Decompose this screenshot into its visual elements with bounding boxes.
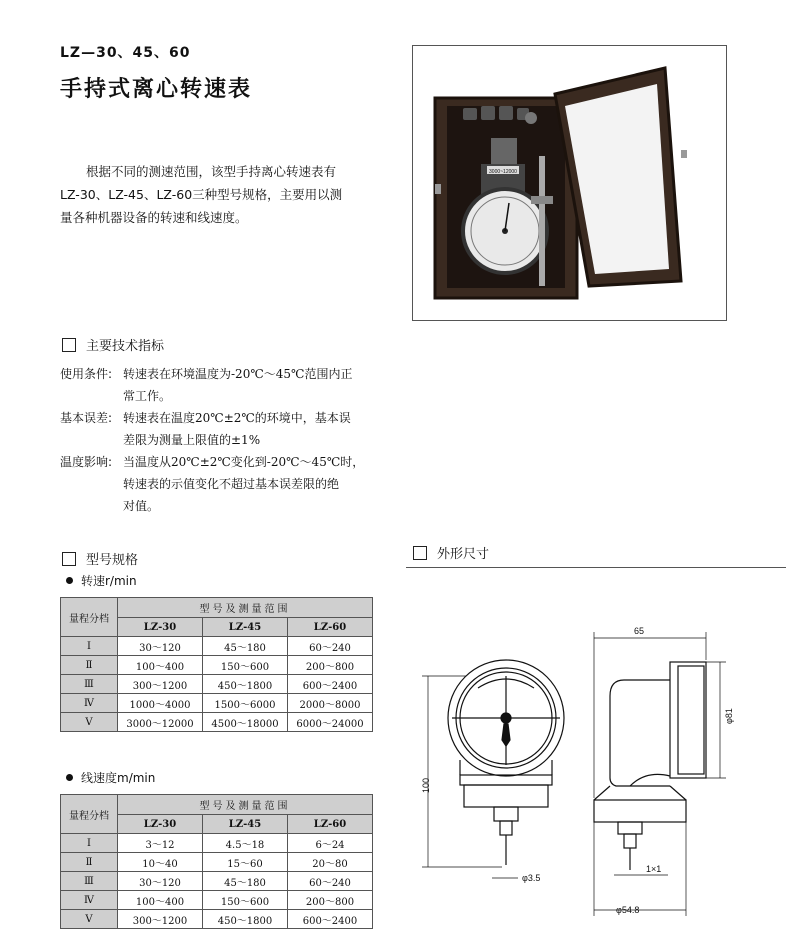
range-cell: Ⅴ (61, 910, 118, 929)
table-cell: 1500～6000 (203, 694, 288, 713)
table-cell: 20～80 (288, 853, 373, 872)
spec-line: 转速表在环境温度为-20℃～45℃范围内正 (123, 367, 353, 381)
table-cell: 450～1800 (203, 910, 288, 929)
table-cell: 200～800 (288, 656, 373, 675)
range-cell: Ⅲ (61, 675, 118, 694)
spec-item (60, 451, 390, 517)
speed-subheading (66, 572, 137, 589)
range-cell: Ⅰ (61, 637, 118, 656)
models-heading-label: 型号规格 (86, 553, 139, 568)
intro-paragraph (60, 160, 395, 229)
table-cell: 150～600 (203, 891, 288, 910)
table-cell: 1000～4000 (118, 694, 203, 713)
table-cell: 600～2400 (288, 675, 373, 694)
table-cell: 6000～24000 (288, 713, 373, 732)
table-cell: 60～240 (288, 637, 373, 656)
table-column-header: LZ-30 (118, 618, 203, 637)
spec-item (60, 407, 390, 451)
table-cell: 200～800 (288, 891, 373, 910)
table-column-header: LZ-45 (203, 618, 288, 637)
models-heading (62, 549, 138, 568)
range-cell: Ⅳ (61, 891, 118, 910)
spec-key: 基本误差: (60, 411, 113, 425)
dim-tip-size-label: 1×1 (646, 864, 662, 874)
linear-label: 线速度m/min (81, 771, 156, 785)
table-cell: 45～180 (203, 872, 288, 891)
table-column-header: LZ-30 (118, 815, 203, 834)
table-cell: 2000～8000 (288, 694, 373, 713)
table-corner-header: 量程分档 (61, 598, 118, 637)
table-cell: 150～600 (203, 656, 288, 675)
table-cell: 4.5～18 (203, 834, 288, 853)
page-title: 手持式离心转速表 (60, 77, 253, 102)
spec-line: 当温度从20℃±2℃变化到-20℃～45℃时， (123, 455, 365, 469)
specs-list (60, 363, 390, 517)
spec-line: 常工作。 (123, 389, 172, 403)
dim-height-label: 100 (421, 777, 431, 793)
table-row (61, 694, 373, 713)
table-row (61, 891, 373, 910)
dim-tip-diameter-label: φ3.5 (522, 873, 541, 883)
table-cell: 15～60 (203, 853, 288, 872)
intro-line: LZ-30、LZ-45、LZ-60三种型号规格，主要用以测 (60, 187, 343, 202)
dimension-drawing (406, 600, 786, 920)
table-group-header: 型号及测量范围 (118, 598, 373, 618)
table-cell: 45～180 (203, 637, 288, 656)
linear-table (60, 794, 373, 929)
dim-width-label: 65 (634, 626, 645, 636)
checkbox-icon (413, 546, 427, 560)
table-cell: 300～1200 (118, 910, 203, 929)
table-row (61, 713, 373, 732)
range-cell: Ⅱ (61, 656, 118, 675)
linear-subheading (66, 769, 155, 786)
table-row (61, 637, 373, 656)
table-cell: 30～120 (118, 872, 203, 891)
model-line: LZ—30、45、60 (60, 45, 191, 61)
table-row (61, 834, 373, 853)
table-cell: 30～120 (118, 637, 203, 656)
spec-item (60, 363, 390, 407)
table-cell: 10～40 (118, 853, 203, 872)
checkbox-icon (62, 338, 76, 352)
speed-label: 转速r/min (81, 574, 137, 588)
bullet-icon (66, 577, 73, 584)
checkbox-icon (62, 552, 76, 566)
table-column-header: LZ-60 (288, 815, 373, 834)
tachometer-case-illustration (413, 46, 726, 320)
spec-line: 转速表在温度20℃±2℃的环境中，基本误 (123, 411, 351, 425)
table-group-header: 型号及测量范围 (118, 795, 373, 815)
spec-key: 使用条件: (60, 367, 113, 381)
range-cell: Ⅳ (61, 694, 118, 713)
dim-face-diameter-label: φ81 (724, 708, 734, 724)
bullet-icon (66, 774, 73, 781)
specs-heading-label: 主要技术指标 (86, 339, 165, 354)
table-cell: 4500～18000 (203, 713, 288, 732)
table-row (61, 910, 373, 929)
section-divider (406, 567, 786, 568)
dimensions-heading (413, 543, 489, 562)
table-row (61, 656, 373, 675)
photo-gauge-readout: 3000~12000 (489, 169, 517, 175)
table-column-header: LZ-60 (288, 618, 373, 637)
range-cell: Ⅲ (61, 872, 118, 891)
table-cell: 100～400 (118, 891, 203, 910)
speed-table (60, 597, 373, 732)
table-cell: 450～1800 (203, 675, 288, 694)
intro-line: 量各种机器设备的转速和线速度。 (60, 210, 248, 225)
product-photo (412, 45, 727, 321)
table-cell: 60～240 (288, 872, 373, 891)
specs-heading (62, 335, 164, 354)
spec-key: 温度影响: (60, 455, 113, 469)
table-cell: 100～400 (118, 656, 203, 675)
table-cell: 300～1200 (118, 675, 203, 694)
spec-line: 差限为测量上限值的±1% (123, 433, 261, 447)
table-cell: 3000～12000 (118, 713, 203, 732)
table-cell: 3～12 (118, 834, 203, 853)
table-row (61, 872, 373, 891)
table-column-header: LZ-45 (203, 815, 288, 834)
table-cell: 6～24 (288, 834, 373, 853)
spec-line: 转速表的示值变化不超过基本误差限的绝 (123, 477, 340, 491)
dim-base-diameter-label: φ54.8 (616, 905, 640, 915)
table-row (61, 853, 373, 872)
range-cell: Ⅱ (61, 853, 118, 872)
range-cell: Ⅰ (61, 834, 118, 853)
table-cell: 600～2400 (288, 910, 373, 929)
table-row (61, 675, 373, 694)
dimensions-heading-label: 外形尺寸 (437, 547, 490, 562)
range-cell: Ⅴ (61, 713, 118, 732)
spec-line: 对值。 (123, 499, 160, 513)
table-corner-header: 量程分档 (61, 795, 118, 834)
intro-line: 根据不同的测速范围，该型手持离心转速表有 (86, 164, 337, 179)
